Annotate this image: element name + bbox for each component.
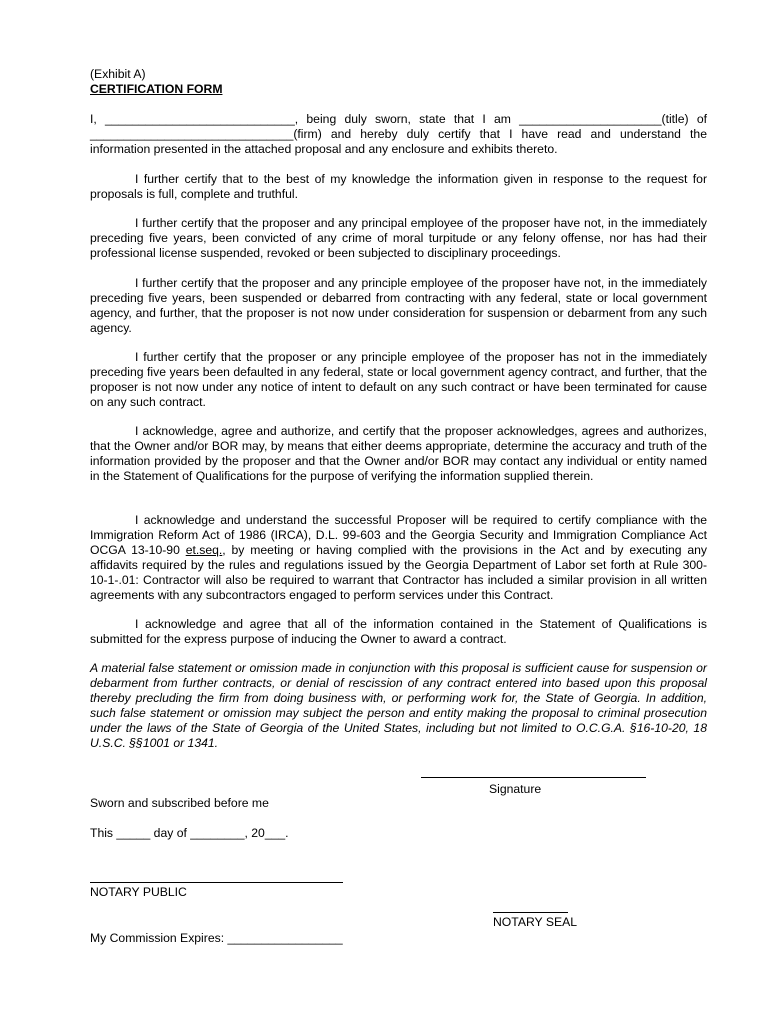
notary-seal-line	[493, 912, 568, 913]
truthfulness-paragraph: I further certify that to the best of my knowledge the information given in response to the request for proposals is full, complete and truthful.	[90, 172, 707, 201]
notary-seal-label: NOTARY SEAL	[493, 915, 577, 929]
authorization-paragraph: I acknowledge, agree and authorize, and certify that the proposer acknowledges, agrees and authorizes, that the Owner and/or BOR may, by means that either deems appropriate, determine the accuracy and truth of the information provided by the proposer and that the Owner and/or BOR may contact any individual or entity named in the Statement of Qualifications for the purpose of verifying the information supplied therein.	[90, 424, 707, 483]
immigration-text-start: I acknowledge and understand the successful Proposer will be required to certify compliance with the Immigration Reform Act of 1986 (IRCA), D.L. 99-603 and the Georgia Security and Immigration Compliance Act OCGA 13-10-90	[90, 513, 707, 557]
inducement-paragraph: I acknowledge and agree that all of the information contained in the Statement of Qualifications is submitted for the express purpose of inducing the Owner to award a contract.	[90, 617, 707, 646]
sworn-statement: Sworn and subscribed before me	[90, 796, 269, 810]
et-seq-reference: et.seq.	[185, 543, 223, 557]
no-conviction-paragraph: I further certify that the proposer and any principal employee of the proposer have not, in the immediately preceding five years, been convicted of any crime of moral turpitude or any felony offense, nor has had their professional license suspended, revoked or been subjected to disciplinary proceedings.	[90, 216, 707, 260]
notary-signature-line[interactable]	[90, 882, 343, 883]
date-line: This _____ day of ________, 20___.	[90, 826, 289, 840]
false-statement-warning: A material false statement or omission made in conjunction with this proposal is sufficient cause for suspension or debarment from further contracts, or denial of rescission of any contract entered into based upon this proposal thereby precluding the firm from doing business with, or performing work for, the State of Georgia. In addition, such false statement or omission may subject the person and entity making the proposal to criminal prosecution under the laws of the State of Georgia of the United States, including but not limited to O.C.G.A. §16-10-20, 18 U.S.C. §§1001 or 1341.	[90, 661, 707, 750]
signature-line[interactable]	[421, 777, 646, 778]
exhibit-label: (Exhibit A)	[90, 67, 146, 81]
form-title: CERTIFICATION FORM	[90, 82, 223, 96]
identity-paragraph: I, ____________________________, being duly sworn, state that I am _____________________(title) of ______________________________(firm) and hereby duly certify that I have read and understand the information presented in the attached proposal and any enclosure and exhibits thereto.	[90, 112, 707, 156]
immigration-text-end: , by meeting or having complied with the provisions in the Act and by executing any affidavits required by the rules and regulations issued by the Georgia Department of Labor set forth at Rule 300-10-1-.01: Contractor will also be required to warrant that Contractor has included a similar provision in all written agreements with any subcontractors engaged to perform services under this Contract.	[90, 543, 707, 602]
notary-public-label: NOTARY PUBLIC	[90, 885, 187, 899]
commission-expires: My Commission Expires: _________________	[90, 931, 343, 945]
no-default-paragraph: I further certify that the proposer or any principle employee of the proposer has not in the immediately preceding five years been defaulted in any federal, state or local government agency contract, and further, that the proposer is not now under any notice of intent to default on any such contract or have been terminated for cause on any such contract.	[90, 350, 707, 409]
immigration-compliance-paragraph	[90, 513, 707, 603]
signature-label: Signature	[489, 782, 542, 796]
no-debarment-paragraph: I further certify that the proposer and any principle employee of the proposer have not, in the immediately preceding five years, been suspended or debarred from contracting with any federal, state or local government agency, and further, that the proposer is not now under consideration for suspension or debarment from any such agency.	[90, 276, 707, 335]
